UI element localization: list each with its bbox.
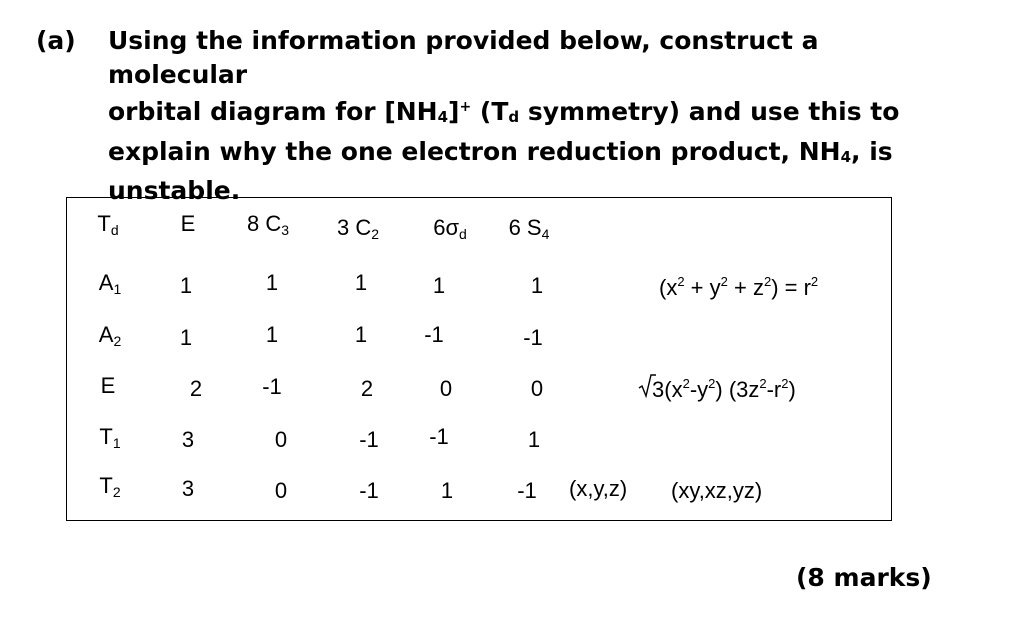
basis-function-a1: $(x^2 + y^2 + z^2) = r^2$ — [659, 274, 819, 300]
character-value: 1 — [354, 322, 368, 347]
character-value: 0 — [439, 376, 453, 401]
character-value: 0 — [530, 376, 544, 401]
character-value: 1 — [179, 325, 193, 350]
character-value: -1 — [429, 424, 449, 449]
character-value: -1 — [523, 325, 543, 350]
character-value: 2 — [360, 376, 374, 401]
irrep-label-a1: $A_1$ — [98, 270, 122, 297]
character-value: 0 — [274, 427, 288, 452]
question-text — [108, 24, 938, 208]
character-value: 3 — [181, 476, 195, 501]
irrep-label-t1: $T_1$ — [99, 424, 121, 451]
question-line-1: Using the information provided below, construct a molecular — [108, 26, 819, 89]
basis-function-e: $3(x^2-y^2)$ $(3z^2-r^2)$ — [640, 376, 796, 403]
character-value: 1 — [179, 273, 193, 298]
character-table — [66, 197, 892, 521]
irrep-label-a2: $A_2$ — [98, 322, 122, 349]
character-value: -1 — [424, 322, 444, 347]
irrep-label-t2: $T_2$ — [99, 473, 121, 500]
irrep-label-e: E — [100, 373, 116, 398]
question-line-3: explain why the one electron reduction product, $NH_4$, is — [108, 136, 893, 166]
class-header-e: E — [180, 211, 196, 236]
question-line-4: unstable. — [108, 176, 241, 205]
character-value: 1 — [265, 270, 279, 295]
class-header-3c2: 3 $C_2$ — [336, 215, 380, 242]
class-header-6sigma-d: $6\sigma_d$ — [433, 215, 467, 242]
class-header-8c3: 8 $C_3$ — [246, 211, 290, 238]
character-value: 0 — [274, 478, 288, 503]
square-root-icon: 3 — [640, 377, 664, 403]
character-value: 3 — [181, 427, 195, 452]
character-value: -1 — [517, 478, 537, 503]
character-value: 2 — [189, 376, 203, 401]
character-value: -1 — [262, 374, 282, 399]
class-header-6s4: 6 $S_4$ — [508, 215, 550, 242]
character-value: 1 — [354, 270, 368, 295]
character-value: 1 — [432, 273, 446, 298]
point-group-label: $T_d$ — [97, 211, 119, 238]
character-value: 1 — [265, 322, 279, 347]
basis-function-t2-quadratic: (xy,xz,yz) — [671, 478, 763, 503]
question-label: (a) — [36, 26, 76, 55]
character-value: -1 — [359, 478, 379, 503]
character-value: -1 — [359, 427, 379, 452]
character-value: 1 — [440, 478, 454, 503]
character-value: 1 — [527, 427, 541, 452]
character-value: 1 — [530, 273, 544, 298]
marks-label: (8 marks) — [796, 563, 932, 592]
basis-function-t2-linear: (x,y,z) — [569, 476, 628, 501]
question-line-2: orbital diagram for $[NH_4]^+$ ($T_d$ symmetry) and use this to — [108, 97, 900, 126]
